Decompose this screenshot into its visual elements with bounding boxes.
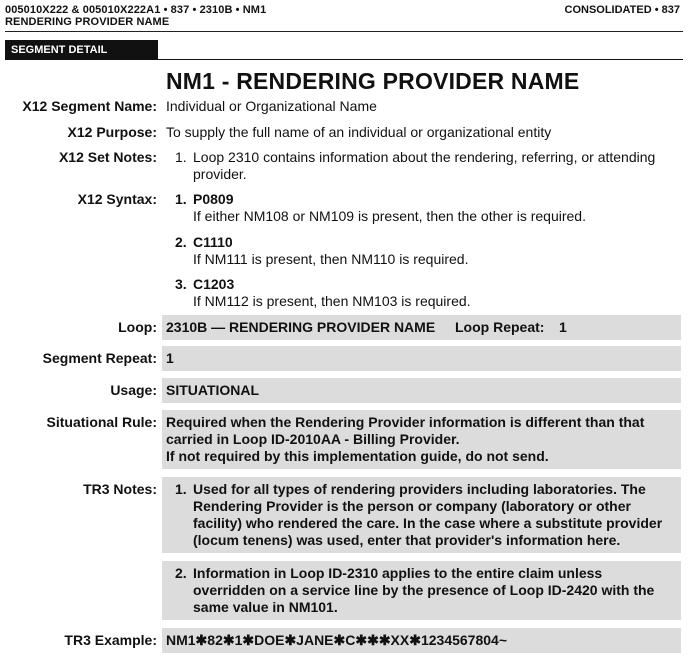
segment-detail-bar: SEGMENT DETAIL <box>5 40 158 59</box>
tr3-note-number: 2. <box>175 565 187 581</box>
set-notes-number: 1. <box>175 149 187 165</box>
segment-repeat-value: 1 <box>166 350 174 366</box>
segment-repeat-shade <box>162 346 681 371</box>
tr3-example-shade <box>162 628 681 653</box>
situational-rule-label: Situational Rule: <box>46 414 157 430</box>
tr3-example-value: NM1✱82✱1✱DOE✱JANE✱C✱✱✱XX✱1234567804~ <box>166 632 507 648</box>
tr3-notes-label: TR3 Notes: <box>83 481 157 497</box>
tr3-note-line: Used for all types of rendering providers including laboratories. The <box>193 481 646 497</box>
set-notes-text <box>193 149 655 183</box>
tr3-note-line: overridden on a service line by the presence of Loop ID-2420 with the <box>193 582 655 598</box>
tr3-note-1-shade <box>162 477 681 553</box>
tr3-note-1-text <box>193 481 662 549</box>
situational-rule-line: carried in Loop ID-2010AA - Billing Provider. <box>166 431 460 447</box>
syntax-item-number: 3. <box>175 276 187 292</box>
tr3-note-2-text <box>193 565 654 616</box>
segment-repeat-label: Segment Repeat: <box>42 350 157 366</box>
syntax-item-number: 2. <box>175 234 187 250</box>
segment-title: NM1 - RENDERING PROVIDER NAME <box>166 68 580 94</box>
syntax-code: C1203 <box>193 276 235 292</box>
syntax-code: C1110 <box>193 234 233 250</box>
set-notes-line: Loop 2310 contains information about the rendering, referring, or attending <box>193 149 656 165</box>
syntax-text: If either NM108 or NM109 is present, then the other is required. <box>193 208 586 224</box>
loop-repeat-label: Loop Repeat: <box>455 319 545 335</box>
set-notes-label: X12 Set Notes: <box>58 149 157 165</box>
purpose-value: To supply the full name of an individual or organizational entity <box>166 124 552 140</box>
loop-value: 2310B — RENDERING PROVIDER NAME <box>166 319 436 335</box>
syntax-text: If NM112 is present, then NM103 is required. <box>193 293 471 309</box>
usage-label: Usage: <box>110 382 157 398</box>
page-header-right: CONSOLIDATED • 837 <box>564 4 680 16</box>
segment-detail-line <box>5 59 683 60</box>
syntax-item <box>193 234 468 268</box>
segment-name-label: X12 Segment Name: <box>22 98 157 114</box>
situational-rule-line: If not required by this implementation guide, do not send. <box>166 448 549 464</box>
segment-name-value: Individual or Organizational Name <box>166 98 377 114</box>
loop-shade <box>162 315 681 340</box>
syntax-item-number: 1. <box>175 191 187 207</box>
usage-value: SITUATIONAL <box>166 382 260 398</box>
loop-repeat-value: 1 <box>559 319 567 335</box>
syntax-item <box>193 276 471 310</box>
header-transaction-ref: 005010X222 & 005010X222A1 • 837 • 2310B • NM1 <box>5 4 267 16</box>
situational-rule-shade <box>162 410 681 469</box>
tr3-note-line: Information in Loop ID-2310 applies to the entire claim unless <box>193 565 603 581</box>
situational-rule-text <box>166 414 644 465</box>
syntax-code: P0809 <box>193 191 234 207</box>
syntax-item <box>193 191 586 225</box>
tr3-example-label: TR3 Example: <box>64 632 157 648</box>
syntax-text: If NM111 is present, then NM110 is required. <box>193 251 469 267</box>
purpose-label: X12 Purpose: <box>67 124 157 140</box>
tr3-note-2-shade <box>162 561 681 620</box>
header-rule <box>5 31 683 32</box>
tr3-note-number: 1. <box>175 481 187 497</box>
page-header-left <box>5 4 266 28</box>
tr3-note-line: same value in NM101. <box>193 599 338 615</box>
tr3-note-line: facility) who rendered the care. In the case where a substitute provider <box>193 515 663 531</box>
header-segment-name: RENDERING PROVIDER NAME <box>5 16 170 28</box>
set-notes-line: provider. <box>193 166 247 182</box>
loop-label: Loop: <box>118 319 157 335</box>
situational-rule-line: Required when the Rendering Provider information is different than that <box>166 414 645 430</box>
syntax-label: X12 Syntax: <box>77 191 157 207</box>
usage-shade <box>162 378 681 403</box>
tr3-note-line: Rendering Provider is the person or company (laboratory or other <box>193 498 631 514</box>
tr3-note-line: (locum tenens) was used, enter that provider's information here. <box>193 532 621 548</box>
